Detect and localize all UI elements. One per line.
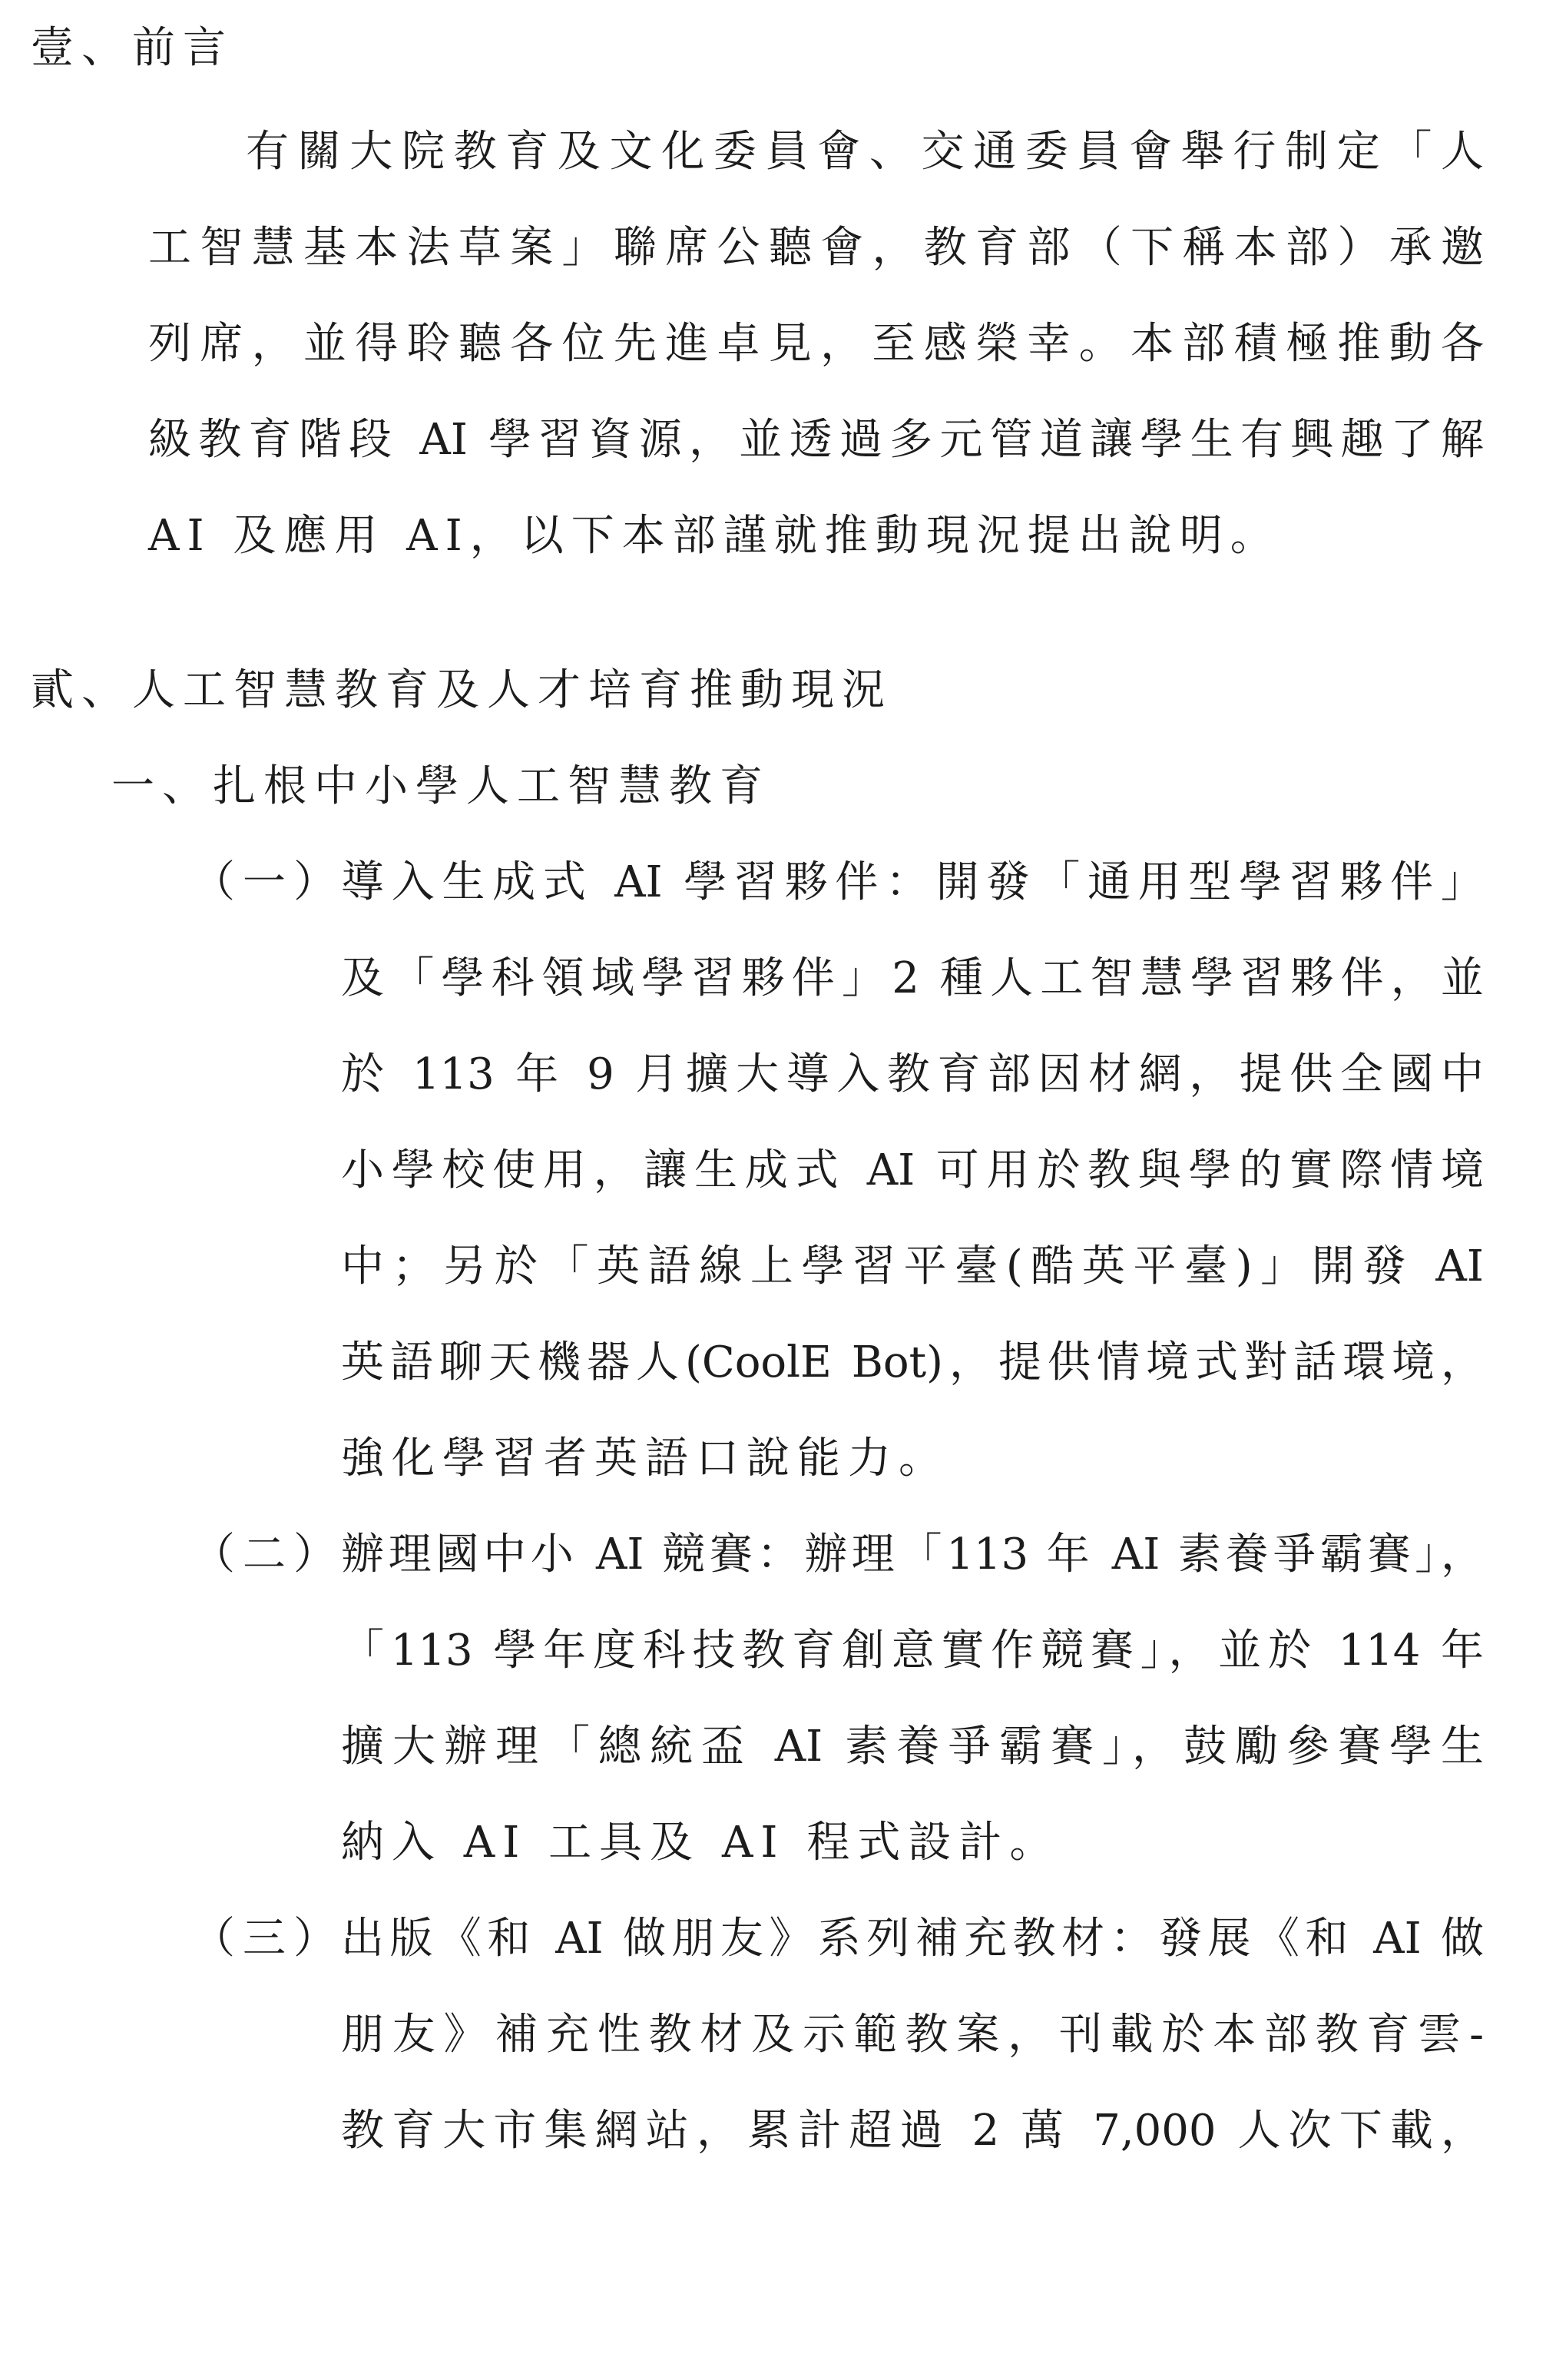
item-line: 擴大辦理「總統盃 AI 素養爭霸賽」，鼓勵參賽學生: [341, 1722, 1484, 1772]
item-line: 朋友》補充性教材及示範教案，刊載於本部教育雲-: [341, 2010, 1484, 2060]
item-body: [341, 1507, 1484, 1891]
item-line: 導入生成式 AI 學習夥伴：開發「通用型學習夥伴」: [341, 857, 1484, 907]
preface-paragraph: [0, 104, 1546, 584]
heading-text: 壹、前言: [31, 23, 233, 73]
paragraph-line: 列席，並得聆聽各位先進卓見，至感榮幸。本部積極推動各: [148, 319, 1484, 369]
section-heading-ai-education: [0, 642, 1546, 738]
section-heading-preface: [0, 0, 1546, 96]
heading-text: 一、扎根中小學人工智慧教育: [111, 761, 770, 811]
paragraph-line: 工智慧基本法草案」聯席公聽會，教育部（下稱本部）承邀: [148, 223, 1484, 273]
item-marker: （二）: [192, 1530, 344, 1579]
item-marker: （三）: [192, 1914, 344, 1964]
heading-text: 貳、人工智慧教育及人才培育推動現況: [31, 665, 892, 715]
item-line: 於 113 年 9 月擴大導入教育部因材網，提供全國中: [341, 1049, 1484, 1099]
item-marker: （一）: [192, 857, 344, 907]
item-line: 「113 學年度科技教育創意實作競賽」，並於 114 年: [341, 1626, 1484, 1676]
item-body: [341, 834, 1484, 1507]
paragraph-line: 級教育階段 AI 學習資源，並透過多元管道讓學生有興趣了解: [148, 415, 1484, 465]
item-line: 小學校使用，讓生成式 AI 可用於教與學的實際情境: [341, 1145, 1484, 1195]
item-line: 納入 AI 工具及 AI 程式設計。: [341, 1818, 1061, 1868]
item-line: 出版《和 AI 做朋友》系列補充教材：發展《和 AI 做: [341, 1914, 1484, 1964]
paragraph-line: AI 及應用 AI，以下本部謹就推動現況提出說明。: [148, 511, 1281, 561]
subsection-heading-k12: [0, 738, 1546, 834]
item-line: 中；另於「英語線上學習平臺(酷英平臺)」開發 AI: [341, 1241, 1484, 1291]
item-body: [341, 1891, 1484, 2179]
item-line: 及「學科領域學習夥伴」2 種人工智慧學習夥伴，並: [341, 953, 1484, 1003]
paragraph-line: 有關大院教育及文化委員會、交通委員會舉行制定「人: [246, 127, 1484, 177]
item-line: 強化學習者英語口說能力。: [341, 1434, 949, 1483]
item-line: 辦理國中小 AI 競賽：辦理「113 年 AI 素養爭霸賽」，: [341, 1530, 1484, 1579]
item-line: 英語聊天機器人(CoolE Bot)，提供情境式對話環境，: [341, 1338, 1484, 1387]
item-line: 教育大市集網站，累計超過 2 萬 7,000 人次下載，: [341, 2106, 1484, 2156]
